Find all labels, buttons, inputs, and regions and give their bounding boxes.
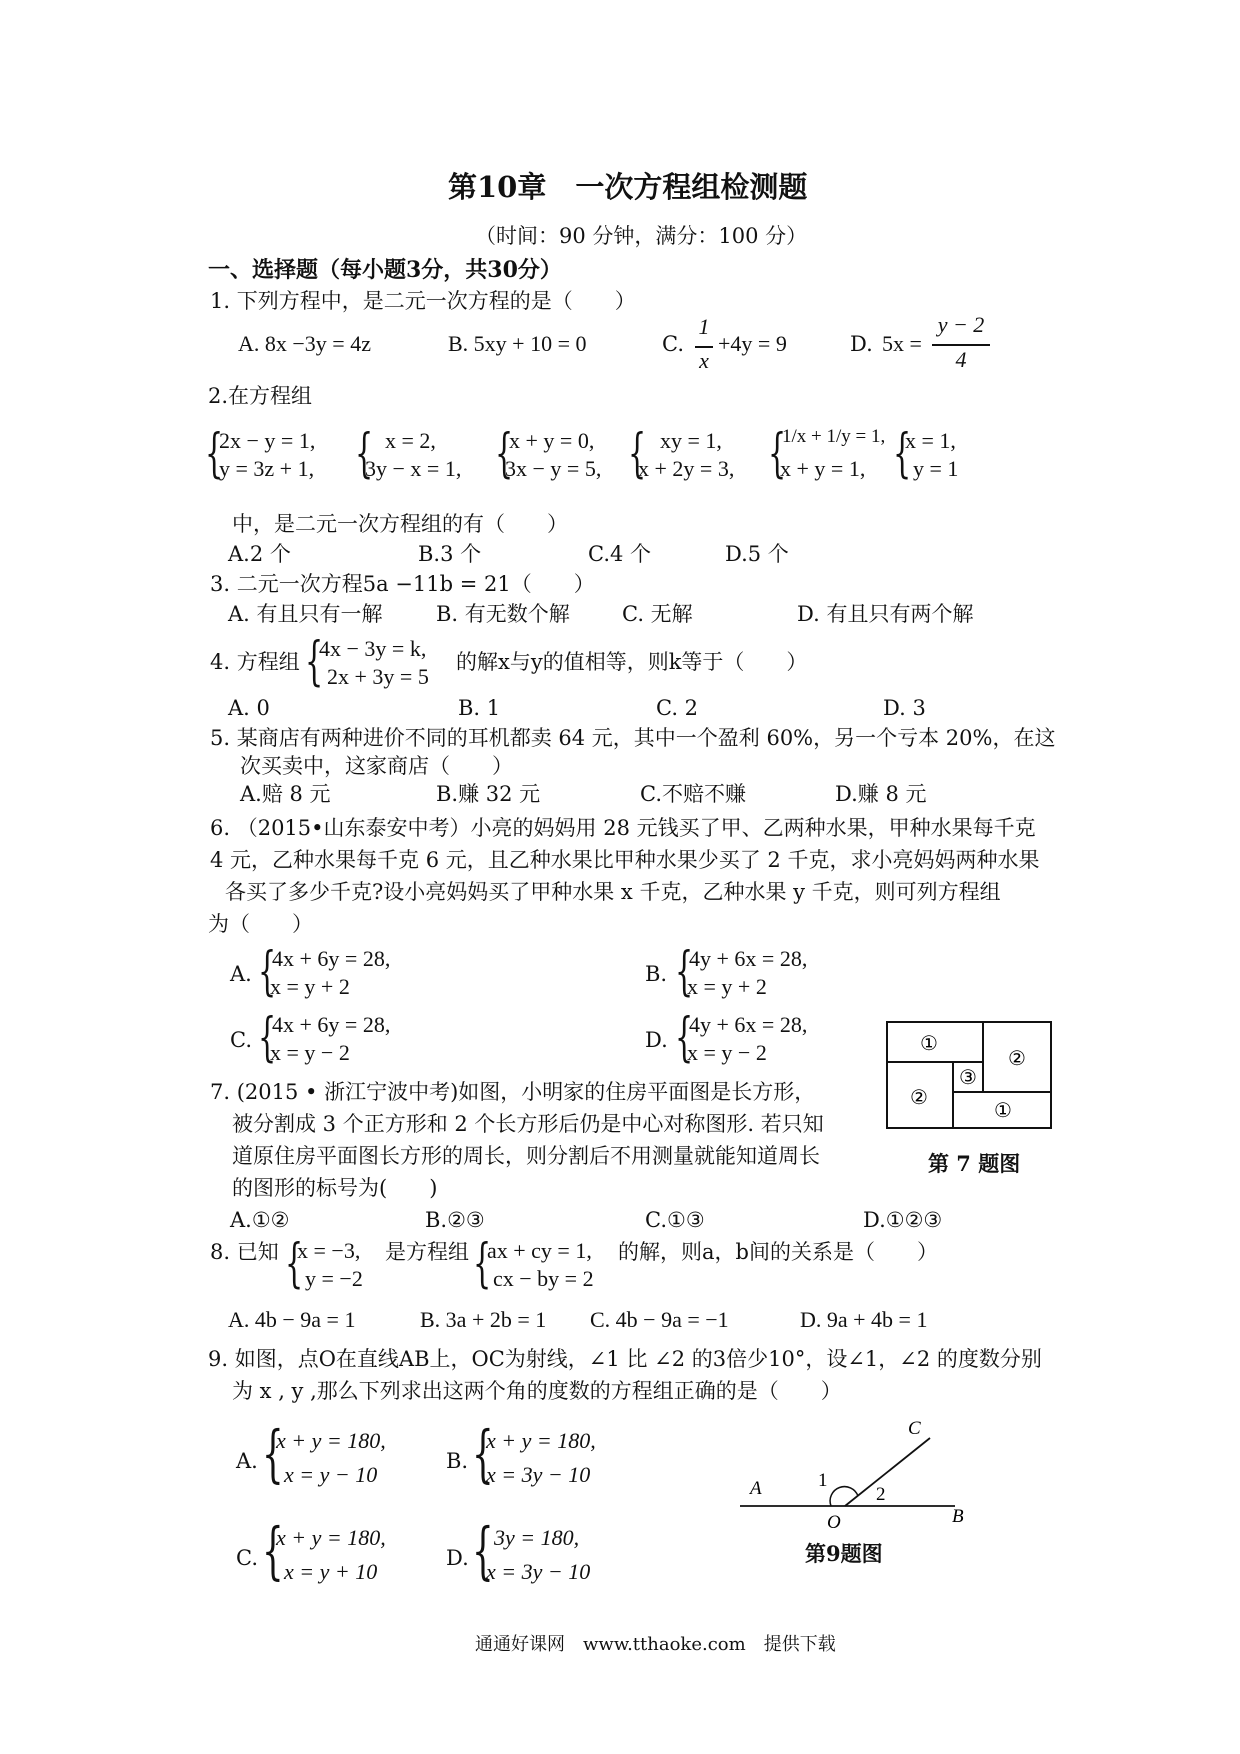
equation-line: 1/x + 1/y = 1, — [782, 426, 886, 447]
equation-line: 4x + 6y = 28, — [272, 946, 391, 971]
equation-line: 4x + 6y = 28, — [272, 1012, 391, 1037]
q8-mid: 是方程组 — [385, 1240, 469, 1264]
angle-2-label: 2 — [876, 1484, 886, 1505]
q7-line-4: 的图形的标号为( ) — [232, 1176, 438, 1200]
brace: { — [495, 424, 514, 484]
figure-label-1-top: ① — [920, 1033, 938, 1055]
q1-option-a: A. 8x −3y = 4z — [238, 331, 371, 356]
figure-label-2-right: ② — [1008, 1048, 1026, 1070]
q7-line-2: 被分割成 3 个正方形和 2 个长方形后仍是中心对称图形. 若只知 — [232, 1112, 824, 1136]
brace: { — [768, 424, 787, 484]
figure-label-2-left: ② — [910, 1087, 928, 1109]
q1-option-d-label: D. — [850, 332, 873, 356]
angle-1-label: 1 — [818, 1470, 828, 1491]
brace: { — [262, 1417, 284, 1490]
q8-option-a: A. 4b − 9a = 1 — [228, 1307, 356, 1332]
brace: { — [285, 1234, 304, 1294]
equation-line: 2x + 3y = 5 — [327, 664, 429, 689]
q7-line-1: 7. (2015 • 浙江宁波中考)如图，小明家的住房平面图是长方形， — [210, 1080, 816, 1104]
q8-option-d: D. 9a + 4b = 1 — [800, 1307, 928, 1332]
q4-prefix: 4. 方程组 — [210, 650, 300, 674]
q3-option-b: B. 有无数个解 — [436, 602, 570, 626]
point-o-label: O — [827, 1512, 841, 1533]
q3-stem: 3. 二元一次方程5a −11b = 21（ ） — [210, 572, 595, 596]
equation-line: x + y = 180, — [276, 1525, 386, 1550]
q1-option-c-fraction — [695, 314, 713, 374]
q6-line-1: 6. （2015•山东泰安中考）小亮的妈妈用 28 元钱买了甲、乙两种水果，甲种水果每千克 — [210, 816, 1036, 840]
q9-option-b-label: B. — [446, 1449, 469, 1473]
q7-line-3: 道原住房平面图长方形的周长，则分割后不用测量就能知道周长 — [232, 1144, 820, 1168]
q7-figure — [885, 1020, 1055, 1140]
q9-figure-caption: 第9题图 — [805, 1541, 883, 1566]
q1-option-d-lhs: 5x = — [882, 331, 922, 356]
q6-option-d-label: D. — [645, 1028, 668, 1052]
equation-line: 4y + 6x = 28, — [689, 1012, 808, 1037]
brace: { — [628, 424, 647, 484]
brace: { — [893, 424, 912, 484]
equation-line: xy = 1, — [660, 428, 722, 453]
q2-tail: 中，是二元一次方程组的有（ ） — [232, 512, 568, 536]
fraction-denominator: 4 — [955, 347, 967, 372]
equation-line: x = 2, — [385, 428, 436, 453]
equation-line: x + y = 180, — [276, 1428, 386, 1453]
brace: { — [262, 1514, 284, 1587]
equation-line: 3y = 180, — [494, 1525, 580, 1550]
q5-line-1: 5. 某商店有两种进价不同的耳机都卖 64 元，其中一个盈利 60%，另一个亏本 20%，在这 — [210, 726, 1056, 750]
page-title: 第10章 一次方程组检测题 — [448, 170, 808, 204]
q2-option-d: D.5 个 — [725, 542, 789, 566]
q8-prefix: 8. 已知 — [210, 1240, 279, 1264]
point-b-label: B — [952, 1506, 964, 1527]
q4-option-c: C. 2 — [656, 696, 699, 720]
q1-option-c-rest: +4y = 9 — [718, 331, 787, 356]
brace: { — [675, 942, 694, 1002]
q1-option-c-label: C. — [662, 332, 684, 356]
brace: { — [258, 942, 277, 1002]
equation-line: x = y − 2 — [687, 1040, 767, 1065]
equation-line: y = −2 — [305, 1266, 363, 1291]
equation-line: x + y = 180, — [486, 1428, 596, 1453]
q9-option-a-label: A. — [236, 1449, 258, 1473]
equation-line: x = y − 2 — [270, 1040, 350, 1065]
equation-line: 3y − x = 1, — [365, 456, 462, 481]
q4-option-b: B. 1 — [458, 696, 501, 720]
q6-line-2: 4 元，乙种水果每千克 6 元，且乙种水果比甲种水果少买了 2 千克，求小亮妈妈两种水果 — [210, 848, 1040, 872]
equation-line: x = 1, — [905, 428, 956, 453]
brace: { — [258, 1008, 277, 1068]
equation-line: 2x − y = 1, — [219, 428, 316, 453]
q4-suffix: 的解x与y的值相等，则k等于（ ） — [456, 650, 808, 674]
section-heading: 一、选择题（每小题3分，共30分） — [208, 257, 562, 283]
angle-arc — [830, 1487, 858, 1506]
q3-option-a: A. 有且只有一解 — [228, 602, 383, 626]
page-subtitle: （时间：90 分钟，满分：100 分） — [475, 224, 808, 248]
q4-option-a: A. 0 — [228, 696, 270, 720]
equation-line: x = y + 10 — [284, 1559, 378, 1584]
fraction-numerator: 1 — [698, 314, 710, 339]
q5-option-d: D.赚 8 元 — [835, 782, 927, 806]
q6-line-4: 为（ ） — [208, 912, 313, 936]
q6-line-3: 各买了多少千克?设小亮妈妈买了甲种水果 x 千克，乙种水果 y 千克，则可列方程组 — [225, 880, 1001, 904]
figure-label-1-bottom: ① — [994, 1100, 1012, 1122]
q8-option-c: C. 4b − 9a = −1 — [590, 1307, 729, 1332]
equation-line: 3x − y = 5, — [505, 456, 602, 481]
q7-option-d: D.①②③ — [863, 1208, 943, 1232]
q7-option-c: C.①③ — [645, 1208, 705, 1232]
brace: { — [675, 1008, 694, 1068]
q7-option-b: B.②③ — [425, 1208, 485, 1232]
equation-line: x = −3, — [297, 1238, 361, 1263]
q5-option-c: C.不赔不赚 — [640, 782, 746, 806]
fraction-bar — [932, 344, 990, 346]
q2-option-b: B.3 个 — [418, 542, 482, 566]
equation-line: x = y − 10 — [284, 1462, 378, 1487]
q3-option-c: C. 无解 — [622, 602, 693, 626]
q8-suffix: 的解，则a，b间的关系是（ ） — [618, 1240, 938, 1264]
q1-stem: 1. 下列方程中，是二元一次方程的是（ ） — [210, 289, 636, 313]
brace: { — [472, 1417, 494, 1490]
q2-option-a: A.2 个 — [228, 542, 291, 566]
brace: { — [472, 1514, 494, 1587]
q7-figure-caption: 第 7 题图 — [928, 1151, 1021, 1176]
q5-option-b: B.赚 32 元 — [436, 782, 541, 806]
q1-option-d-fraction — [932, 314, 990, 374]
q9-figure — [730, 1420, 980, 1540]
q9-line-1: 9. 如图，点O在直线AB上，OC为射线，∠1 比 ∠2 的3倍少10°，设∠1，∠2 的度数分别 — [208, 1347, 1042, 1371]
equation-line: cx − by = 2 — [493, 1266, 594, 1291]
q2-stem: 2.在方程组 — [208, 384, 313, 408]
equation-line: x + y = 1, — [780, 456, 866, 481]
fraction-numerator: y − 2 — [937, 312, 985, 337]
equation-line: 4y + 6x = 28, — [689, 946, 808, 971]
brace: { — [355, 424, 374, 484]
q9-option-c-label: C. — [236, 1546, 258, 1570]
q9-line-2: 为 x , y ,那么下列求出这两个角的度数的方程组正确的是（ ） — [232, 1379, 842, 1403]
page-footer: 通通好课网 www.tthaoke.com 提供下载 — [475, 1634, 836, 1655]
equation-line: y = 3z + 1, — [219, 456, 315, 481]
equation-line: x = 3y − 10 — [486, 1559, 591, 1584]
brace: { — [473, 1234, 492, 1294]
equation-line: x + 2y = 3, — [638, 456, 735, 481]
q5-option-a: A.赔 8 元 — [240, 782, 331, 806]
q4-option-d: D. 3 — [883, 696, 926, 720]
q6-option-a-label: A. — [230, 962, 252, 986]
q6-option-b-label: B. — [645, 962, 668, 986]
equation-line: y = 1 — [913, 456, 959, 481]
equation-line: x = y + 2 — [687, 974, 767, 999]
equation-line: 4x − 3y = k, — [319, 636, 427, 661]
q9-option-d-label: D. — [446, 1546, 469, 1570]
equation-line: ax + cy = 1, — [487, 1238, 592, 1263]
q3-option-d: D. 有且只有两个解 — [797, 602, 974, 626]
fraction-denominator: x — [699, 348, 709, 373]
equation-line: x + y = 0, — [509, 428, 595, 453]
figure-label-3: ③ — [959, 1067, 977, 1089]
equation-line: x = y + 2 — [270, 974, 350, 999]
point-c-label: C — [908, 1420, 921, 1439]
q7-option-a: A.①② — [230, 1208, 290, 1232]
q6-option-c-label: C. — [230, 1028, 252, 1052]
brace: { — [205, 424, 224, 484]
q5-line-2: 次买卖中，这家商店（ ） — [240, 754, 513, 778]
q2-option-c: C.4 个 — [588, 542, 652, 566]
brace: { — [305, 632, 324, 692]
equation-line: x = 3y − 10 — [486, 1462, 591, 1487]
point-a-label: A — [750, 1478, 762, 1499]
q8-option-b: B. 3a + 2b = 1 — [420, 1307, 547, 1332]
q1-option-b: B. 5xy + 10 = 0 — [448, 331, 587, 356]
